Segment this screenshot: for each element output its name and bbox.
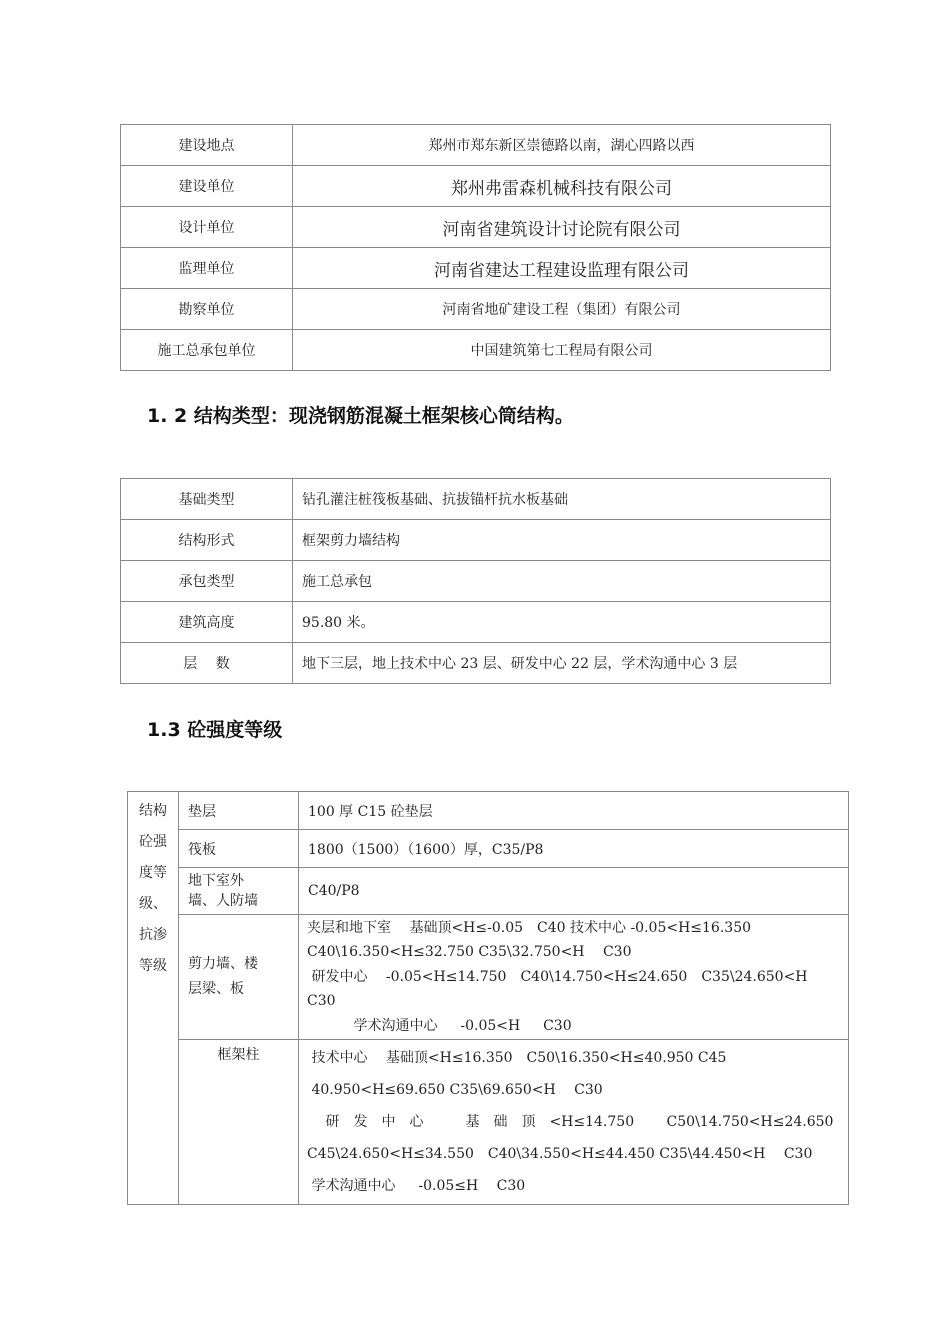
row-value: 河南省地矿建设工程（集团）有限公司: [293, 289, 831, 330]
row-label: 建设单位: [121, 166, 293, 207]
row-label: 结构形式: [121, 520, 293, 561]
table-row: [121, 125, 831, 166]
row-label: 设计单位: [121, 207, 293, 248]
row-value: 框架剪力墙结构: [293, 520, 831, 561]
row-value: 技术中心 基础顶<H≤16.350 C50\16.350<H≤40.950 C45 40.950<H≤69.650 C35\69.650<H C30 研 发 中 心 基 础 顶 <H≤14.750 C50\14.750<H≤24.650 C45\24.650<H≤34.550 C40\34.550<H≤44.450 C35\44.450<H C30 学术沟通中心 -0.05≤H C30: [299, 1040, 849, 1205]
table-row: [121, 520, 831, 561]
structure-info-table: [120, 478, 831, 684]
table-row: [128, 1040, 849, 1205]
row-value: 钻孔灌注桩筏板基础、抗拔锚杆抗水板基础: [293, 479, 831, 520]
row-value: 郑州弗雷森机械科技有限公司: [293, 166, 831, 207]
table-row: [121, 248, 831, 289]
row-label: 框架柱: [179, 1040, 299, 1205]
row-label: 施工总承包单位: [121, 330, 293, 371]
row-label: 垫层: [179, 792, 299, 830]
side-label: 结构 砼强 度等 级、 抗渗 等级: [128, 792, 179, 1205]
row-value: C40/P8: [299, 868, 849, 915]
concrete-grade-table: [127, 791, 849, 1205]
row-label: 监理单位: [121, 248, 293, 289]
row-value: 河南省建筑设计讨论院有限公司: [293, 207, 831, 248]
row-label: 地下室外 墙、人防墙: [179, 868, 299, 915]
section-heading-structure-type: 1. 2 结构类型：现浇钢筋混凝土框架核心筒结构。: [147, 405, 574, 427]
table-row: [121, 602, 831, 643]
row-value: 河南省建达工程建设监理有限公司: [293, 248, 831, 289]
row-value: 中国建筑第七工程局有限公司: [293, 330, 831, 371]
table-row: [121, 166, 831, 207]
row-label: 勘察单位: [121, 289, 293, 330]
table-row: [128, 830, 849, 868]
row-value: 地下三层，地上技术中心 23 层、研发中心 22 层，学术沟通中心 3 层: [293, 643, 831, 684]
row-label: 承包类型: [121, 561, 293, 602]
table-row: [121, 479, 831, 520]
row-label: 基础类型: [121, 479, 293, 520]
row-label: 层 数: [121, 643, 293, 684]
row-value: 1800（1500）（1600）厚，C35/P8: [299, 830, 849, 868]
table-row: [121, 207, 831, 248]
table-row: [128, 868, 849, 915]
row-value: 夹层和地下室 基础顶<H≤-0.05 C40 技术中心 -0.05<H≤16.350 C40\16.350<H≤32.750 C35\32.750<H C30 研发中心 -0.05<H≤14.750 C40\14.750<H≤24.650 C35\24.650<H C30 学术沟通中心 -0.05<H C30: [299, 915, 849, 1040]
row-label: 建筑高度: [121, 602, 293, 643]
row-label: 剪力墙、楼 层梁、板: [179, 915, 299, 1040]
table-row: [128, 792, 849, 830]
row-value: 郑州市郑东新区崇德路以南，湖心四路以西: [293, 125, 831, 166]
row-value: 95.80 米。: [293, 602, 831, 643]
row-value: 施工总承包: [293, 561, 831, 602]
row-label: 建设地点: [121, 125, 293, 166]
table-row: [121, 289, 831, 330]
project-info-table: [120, 124, 831, 371]
section-heading-concrete-grade: 1.3 砼强度等级: [147, 719, 283, 741]
table-row: [121, 330, 831, 371]
row-value: 100 厚 C15 砼垫层: [299, 792, 849, 830]
table-row: [121, 643, 831, 684]
table-row: [121, 561, 831, 602]
table-row: [128, 915, 849, 1040]
row-label: 筏板: [179, 830, 299, 868]
